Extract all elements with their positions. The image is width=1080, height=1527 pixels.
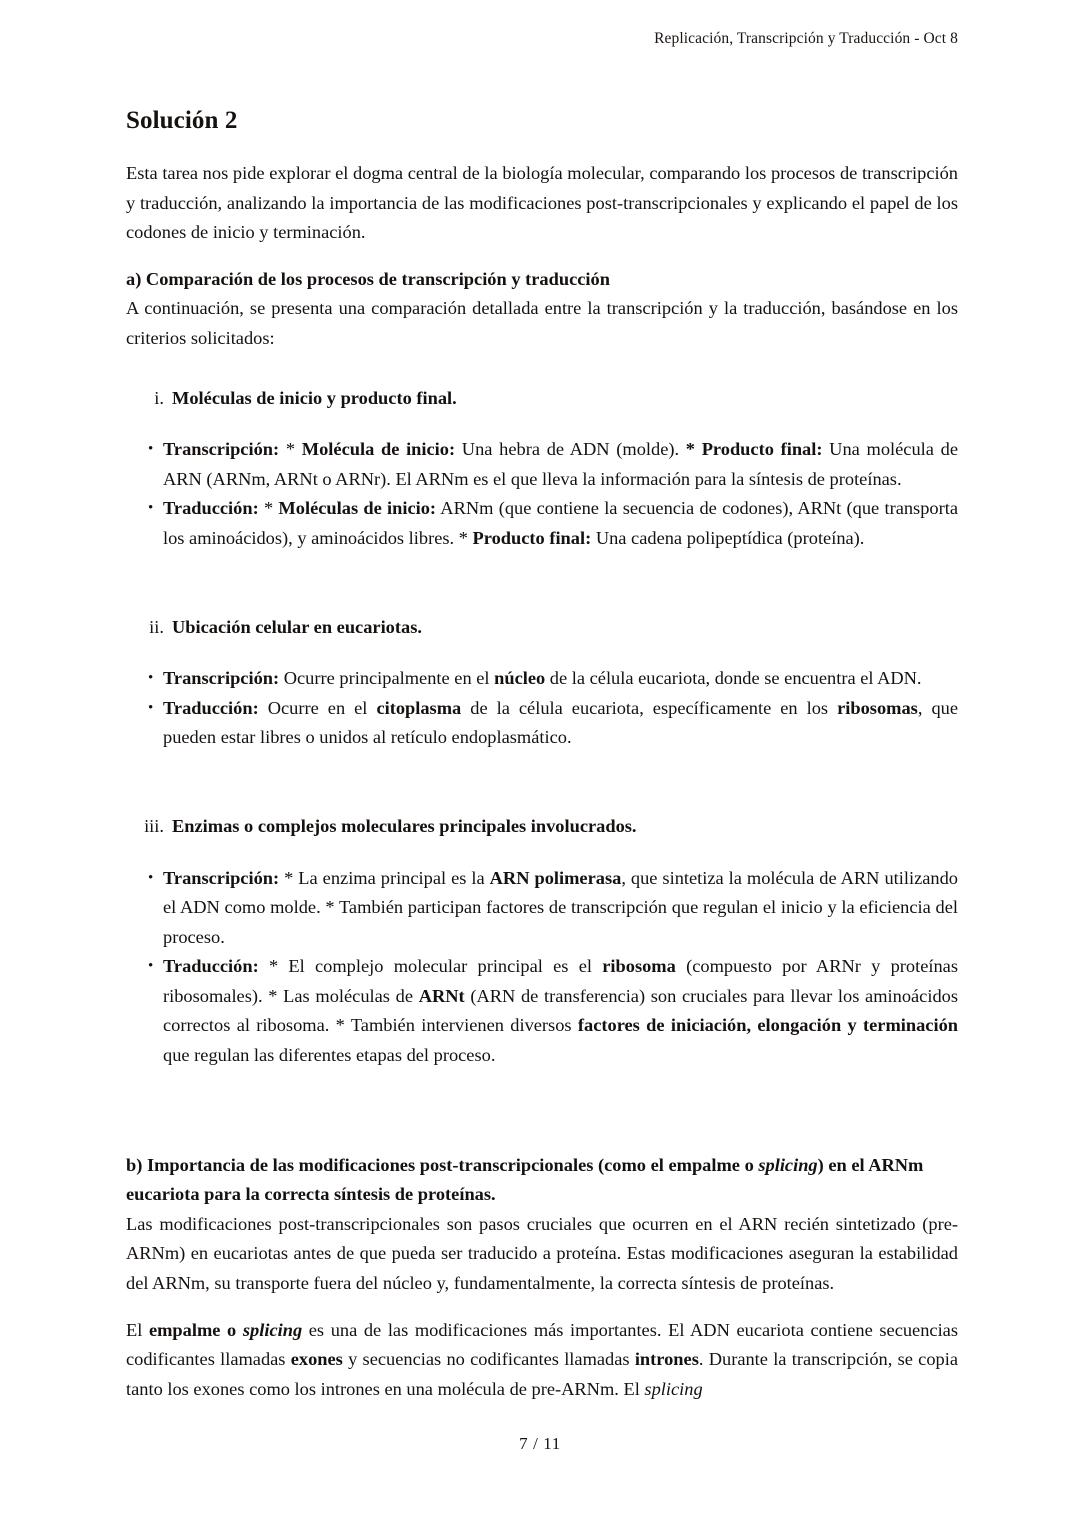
roman-item-i <box>126 384 958 414</box>
list-item-label: Traducción: <box>163 498 259 519</box>
roman-numeral: i. <box>154 387 164 408</box>
roman-item-title: Moléculas de inicio y producto final. <box>172 387 457 408</box>
subsection-ii <box>126 613 958 753</box>
list-item-label: Transcripción: <box>163 439 280 460</box>
bullet-list-iii <box>126 864 958 1071</box>
list-item-label: Transcripción: <box>163 867 280 888</box>
roman-item-title: Ubicación celular en eucariotas. <box>172 616 422 637</box>
page-content <box>126 106 958 1404</box>
running-header: Replicación, Transcripción y Traducción - Oct 8 <box>654 30 958 47</box>
section-b-heading: b) Importancia de las modificaciones post-transcripcionales (como el empalme o splicing) en el ARNm eucariota para la correcta síntesis de proteínas. <box>126 1154 924 1205</box>
list-item-label: Traducción: <box>163 697 259 718</box>
list-item: • Traducción: Ocurre en el citoplasma de la célula eucariota, específicamente en los ribosomas, que pueden estar libres o unidos al retículo endoplasmático. <box>126 694 958 753</box>
list-item: • Transcripción: * La enzima principal es la ARN polimerasa, que sintetiza la molécula de ARN utilizando el ADN como molde. * También participan factores de transcripción que regulan el inicio y la eficiencia del proceso. <box>126 864 958 953</box>
roman-list-i <box>126 384 958 414</box>
spacer <box>126 753 958 782</box>
list-item: • Traducción: * El complejo molecular principal es el ribosoma (compuesto por ARNr y proteínas ribosomales). * Las moléculas de ARNt (ARN de transferencia) son cruciales para llevar los aminoácidos correctos al ribosoma. * También intervienen diversos factores de iniciación, elongación y terminación que regulan las diferentes etapas del proceso. <box>126 952 958 1070</box>
roman-list-iii <box>126 812 958 842</box>
page-title: Solución 2 <box>126 107 238 134</box>
roman-numeral: ii. <box>149 616 164 637</box>
list-item: • Transcripción: Ocurre principalmente en el núcleo de la célula eucariota, donde se encuentra el ADN. <box>126 664 958 694</box>
subsection-i <box>126 384 958 554</box>
roman-item-iii <box>126 812 958 842</box>
section-spacer <box>126 1071 958 1137</box>
bullet-list-ii <box>126 664 958 753</box>
roman-numeral: iii. <box>144 815 164 836</box>
subsection-iii <box>126 812 958 1071</box>
list-item-label: Transcripción: <box>163 668 280 689</box>
roman-list-ii <box>126 613 958 643</box>
bullet-list-i <box>126 435 958 553</box>
roman-item-title: Enzimas o complejos moleculares principales involucrados. <box>172 815 637 836</box>
list-item: • Transcripción: * Molécula de inicio: Una hebra de ADN (molde). * Producto final: Una molécula de ARN (ARNm, ARNt o ARNr). El ARNm es el que lleva la información para la síntesis de proteínas. <box>126 435 958 494</box>
section-a <box>126 265 958 1071</box>
section-b-paragraph-1: Las modificaciones post-transcripcionales son pasos cruciales que ocurren en el ARN recién sintetizado (pre-ARNm) en eucariotas antes de que pueda ser traducido a proteína. Estas modificaciones aseguran la estabilidad del ARNm, su transporte fuera del núcleo y, fundamentalmente, la correcta síntesis de proteínas. <box>126 1213 958 1294</box>
section-a-lead: A continuación, se presenta una comparación detallada entre la transcripción y la traducción, basándose en los criterios solicitados: <box>126 298 958 348</box>
section-a-heading: a) Comparación de los procesos de transcripción y traducción <box>126 268 610 289</box>
section-b-paragraph-2: El empalme o splicing es una de las modificaciones más importantes. El ADN eucariota contiene secuencias codificantes llamadas exones y secuencias no codificantes llamadas intrones. Durante la transcripción, se copia tanto los exones como los intrones en una molécula de pre-ARNm. El splicing <box>126 1319 958 1399</box>
spacer <box>126 554 958 583</box>
intro-paragraph: Esta tarea nos pide explorar el dogma central de la biología molecular, comparando los procesos de transcripción y traducción, analizando la importancia de las modificaciones post-transcripcionales y explicando el papel de los codones de inicio y terminación. <box>126 163 958 243</box>
roman-item-ii <box>126 613 958 643</box>
list-item-label: Traducción: <box>163 956 259 977</box>
section-b <box>126 1151 958 1405</box>
page-footer: 7 / 11 <box>519 1434 561 1453</box>
list-item: • Traducción: * Moléculas de inicio: ARNm (que contiene la secuencia de codones), ARNt (que transporta los aminoácidos), y aminoácidos libres. * Producto final: Una cadena polipeptídica (proteína). <box>126 494 958 553</box>
